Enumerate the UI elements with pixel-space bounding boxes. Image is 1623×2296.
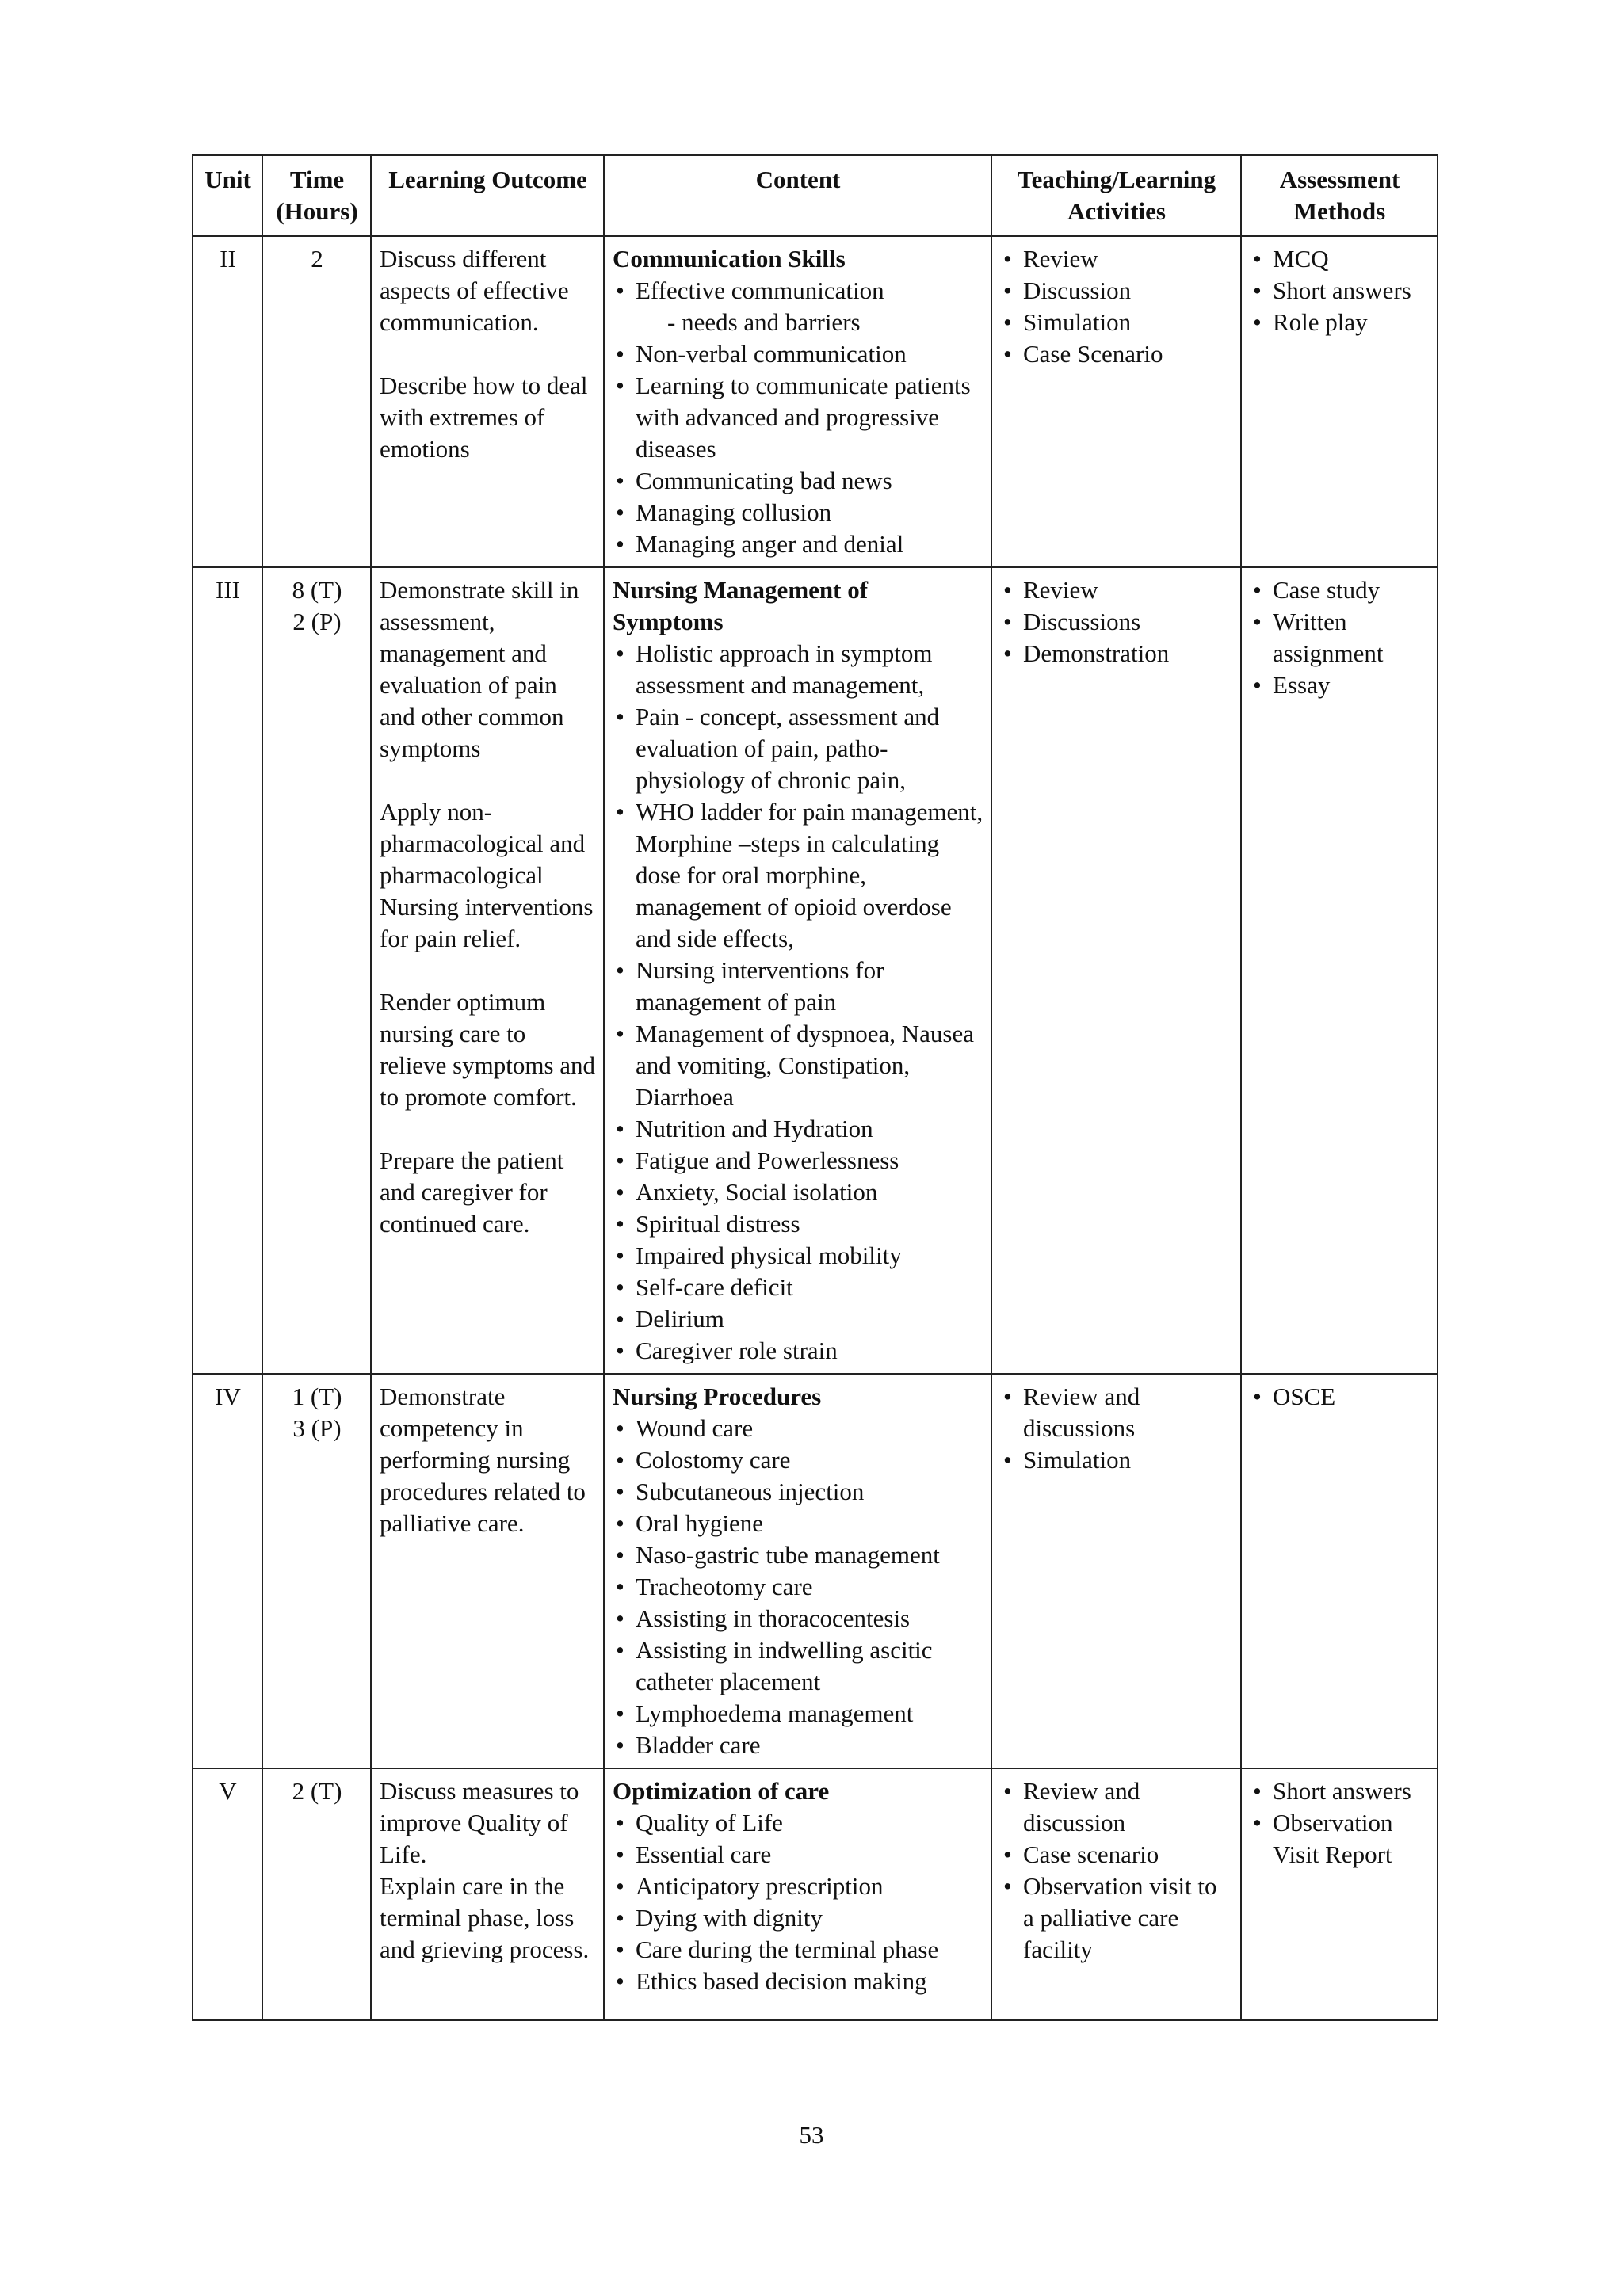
list-item: • Anxiety, Social isolation bbox=[613, 1177, 983, 1208]
list-item: • Bladder care bbox=[613, 1730, 983, 1761]
outcome-text: Demonstrate skill in assessment, management and evaluation of pain and other common symptoms bbox=[380, 576, 579, 762]
header-row bbox=[193, 155, 1438, 236]
list-item: • WHO ladder for pain management, Morphine –steps in calculating dose for oral morphine, management of opioid overdose and side effects, bbox=[613, 796, 983, 955]
list-item: • Oral hygiene bbox=[613, 1508, 983, 1539]
time-value: 2 (P) bbox=[292, 608, 342, 635]
list-item: • Care during the terminal phase bbox=[613, 1934, 983, 1966]
unit-cell: IV bbox=[193, 1374, 262, 1768]
content-cell bbox=[604, 1768, 991, 2020]
list-item: • Discussion bbox=[1000, 275, 1233, 307]
outcome-text: Explain care in the terminal phase, loss and grieving process. bbox=[380, 1872, 590, 1963]
assessment-list bbox=[1250, 243, 1430, 338]
list-item: • Nursing interventions for management of pain bbox=[613, 955, 983, 1018]
list-item: • Dying with dignity bbox=[613, 1902, 983, 1934]
unit-cell: V bbox=[193, 1768, 262, 2020]
list-item: • Lymphoedema management bbox=[613, 1698, 983, 1730]
tla-cell bbox=[991, 1768, 1241, 2020]
tla-cell bbox=[991, 567, 1241, 1374]
list-item: • Spiritual distress bbox=[613, 1208, 983, 1240]
list-item: • Caregiver role strain bbox=[613, 1335, 983, 1367]
list-item: • Communicating bad news bbox=[613, 465, 983, 497]
list-item: • Ethics based decision making bbox=[613, 1966, 983, 1997]
outcome-cell bbox=[371, 567, 604, 1374]
outcome-cell bbox=[371, 1374, 604, 1768]
tla-list bbox=[1000, 243, 1233, 370]
list-item: • Review bbox=[1000, 574, 1233, 606]
outcome-text: Demonstrate competency in performing nursing procedures related to palliative care. bbox=[380, 1383, 586, 1537]
header-assessment: Assessment Methods bbox=[1241, 155, 1438, 236]
syllabus-table bbox=[192, 154, 1438, 2021]
time-cell bbox=[262, 1374, 371, 1768]
tla-cell bbox=[991, 236, 1241, 567]
assessment-list bbox=[1250, 1775, 1430, 1871]
list-item: • Quality of Life bbox=[613, 1807, 983, 1839]
header-time: Time (Hours) bbox=[262, 155, 371, 236]
list-item: • Management of dyspnoea, Nausea and vomiting, Constipation, Diarrhoea bbox=[613, 1018, 983, 1113]
time-cell bbox=[262, 567, 371, 1374]
list-item: • Colostomy care bbox=[613, 1444, 983, 1476]
time-value: 2 (T) bbox=[292, 1777, 342, 1805]
list-item: • Essential care bbox=[613, 1839, 983, 1871]
table-row-unit-5 bbox=[193, 1768, 1438, 2020]
assessment-cell bbox=[1241, 567, 1438, 1374]
assessment-list bbox=[1250, 574, 1430, 701]
list-item: • Observation visit to a palliative care facility bbox=[1000, 1871, 1233, 1966]
header-outcome: Learning Outcome bbox=[371, 155, 604, 236]
outcome-text: Render optimum nursing care to relieve symptoms and to promote comfort. bbox=[380, 988, 596, 1111]
content-title: Communication Skills bbox=[613, 245, 846, 273]
table-row-unit-2 bbox=[193, 236, 1438, 567]
list-item: • Review and discussions bbox=[1000, 1381, 1233, 1444]
content-list bbox=[613, 1413, 983, 1761]
table-row-unit-4 bbox=[193, 1374, 1438, 1768]
list-item: • MCQ bbox=[1250, 243, 1430, 275]
tla-cell bbox=[991, 1374, 1241, 1768]
content-list bbox=[613, 638, 983, 1367]
header-tla: Teaching/Learning Activities bbox=[991, 155, 1241, 236]
list-item: • Effective communication - needs and barriers bbox=[613, 275, 983, 338]
list-item: • Simulation bbox=[1000, 1444, 1233, 1476]
assessment-cell bbox=[1241, 1374, 1438, 1768]
list-item: • Role play bbox=[1250, 307, 1430, 338]
list-item: • Short answers bbox=[1250, 275, 1430, 307]
time-cell bbox=[262, 1768, 371, 2020]
outcome-text: Prepare the patient and caregiver for continued care. bbox=[380, 1146, 564, 1238]
content-title: Nursing Procedures bbox=[613, 1383, 822, 1410]
list-item: • Managing collusion bbox=[613, 497, 983, 528]
content-cell bbox=[604, 1374, 991, 1768]
time-value: 3 (P) bbox=[292, 1414, 342, 1442]
content-subitem: - needs and barriers bbox=[667, 308, 861, 336]
header-content: Content bbox=[604, 155, 991, 236]
list-item: • OSCE bbox=[1250, 1381, 1430, 1413]
outcome-cell bbox=[371, 1768, 604, 2020]
content-list bbox=[613, 1807, 983, 1997]
list-item: • Fatigue and Powerlessness bbox=[613, 1145, 983, 1177]
list-item: • Assisting in indwelling ascitic catheter placement bbox=[613, 1634, 983, 1698]
list-item: • Wound care bbox=[613, 1413, 983, 1444]
page-number: 53 bbox=[799, 2121, 824, 2149]
list-item: • Simulation bbox=[1000, 307, 1233, 338]
time-value: 2 bbox=[311, 245, 323, 273]
list-item: • Managing anger and denial bbox=[613, 528, 983, 560]
tla-list bbox=[1000, 1381, 1233, 1476]
list-item: • Observation Visit Report bbox=[1250, 1807, 1430, 1871]
list-item: • Demonstration bbox=[1000, 638, 1233, 669]
list-item: • Naso-gastric tube management bbox=[613, 1539, 983, 1571]
list-item: • Essay bbox=[1250, 669, 1430, 701]
time-value: 8 (T) bbox=[292, 576, 342, 604]
time-cell bbox=[262, 236, 371, 567]
list-item: • Discussions bbox=[1000, 606, 1233, 638]
list-item: • Pain - concept, assessment and evaluation of pain, patho-physiology of chronic pain, bbox=[613, 701, 983, 796]
list-item: • Subcutaneous injection bbox=[613, 1476, 983, 1508]
list-item: • Non-verbal communication bbox=[613, 338, 983, 370]
time-value: 1 (T) bbox=[292, 1383, 342, 1410]
list-item: • Assisting in thoracocentesis bbox=[613, 1603, 983, 1634]
unit-cell: III bbox=[193, 567, 262, 1374]
list-item: • Holistic approach in symptom assessment and management, bbox=[613, 638, 983, 701]
outcome-cell bbox=[371, 236, 604, 567]
outcome-text: Apply non-pharmacological and pharmacological Nursing interventions for pain relief. bbox=[380, 798, 594, 952]
list-item: • Review bbox=[1000, 243, 1233, 275]
content-title: Optimization of care bbox=[613, 1777, 830, 1805]
list-item: • Anticipatory prescription bbox=[613, 1871, 983, 1902]
list-item: • Impaired physical mobility bbox=[613, 1240, 983, 1272]
list-item: • Case study bbox=[1250, 574, 1430, 606]
list-item: • Review and discussion bbox=[1000, 1775, 1233, 1839]
header-unit: Unit bbox=[193, 155, 262, 236]
content-cell bbox=[604, 236, 991, 567]
outcome-text: Describe how to deal with extremes of emotions bbox=[380, 372, 588, 463]
list-item: • Short answers bbox=[1250, 1775, 1430, 1807]
outcome-text: Discuss measures to improve Quality of Life. bbox=[380, 1777, 579, 1868]
assessment-cell bbox=[1241, 236, 1438, 567]
list-item: • Case scenario bbox=[1000, 1839, 1233, 1871]
list-item: • Tracheotomy care bbox=[613, 1571, 983, 1603]
content-list bbox=[613, 275, 983, 560]
list-item: • Case Scenario bbox=[1000, 338, 1233, 370]
unit-cell: II bbox=[193, 236, 262, 567]
list-item: • Self-care deficit bbox=[613, 1272, 983, 1303]
list-item: • Learning to communicate patients with advanced and progressive diseases bbox=[613, 370, 983, 465]
outcome-text: Discuss different aspects of effective communication. bbox=[380, 245, 569, 336]
tla-list bbox=[1000, 1775, 1233, 1966]
assessment-cell bbox=[1241, 1768, 1438, 2020]
content-cell bbox=[604, 567, 991, 1374]
content-title: Nursing Management of Symptoms bbox=[613, 576, 869, 635]
list-item: • Nutrition and Hydration bbox=[613, 1113, 983, 1145]
table-row-unit-3 bbox=[193, 567, 1438, 1374]
list-item: • Delirium bbox=[613, 1303, 983, 1335]
assessment-list bbox=[1250, 1381, 1430, 1413]
list-item: • Written assignment bbox=[1250, 606, 1430, 669]
tla-list bbox=[1000, 574, 1233, 669]
